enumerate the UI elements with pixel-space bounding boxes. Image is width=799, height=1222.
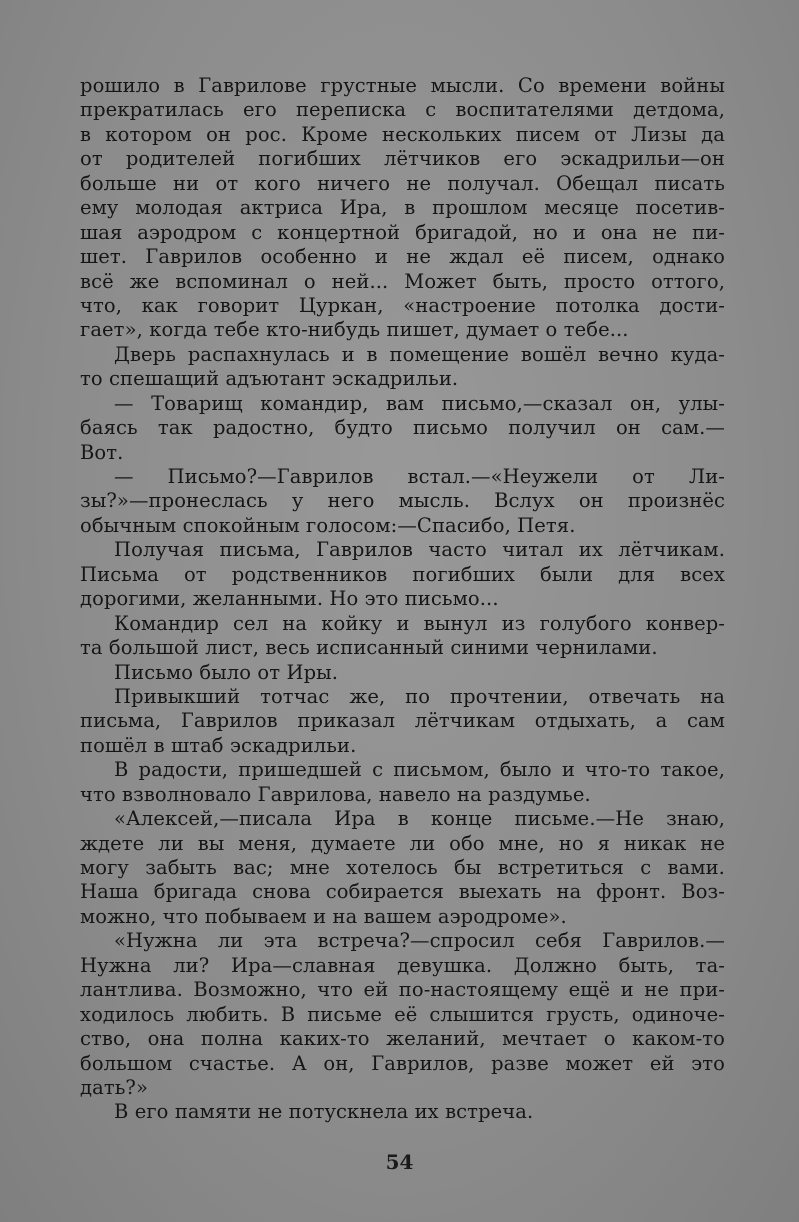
text-line: всё же вспоминал о ней... Может быть, просто оттого,: [80, 269, 725, 293]
text-line: Привыкший тотчас же, по прочтении, отвечать на: [114, 684, 725, 708]
text-line: баясь так радостно, будто письмо получил он сам.—: [80, 416, 725, 440]
text-line: «Нужна ли эта встреча?—спросил себя Гаврилов.—: [114, 929, 725, 953]
text-line: обычным спокойным голосом:—Спасибо, Петя.: [80, 513, 576, 537]
text-line: прекратилась его переписка с воспитателями детдома,: [80, 98, 725, 122]
text-line: в котором он рос. Кроме нескольких писем от Лизы да: [80, 122, 725, 146]
text-line: шет. Гаврилов особенно и не ждал её писем, однако: [80, 245, 725, 269]
text-line: большом счастье. А он, Гаврилов, разве может ей это: [80, 1051, 725, 1075]
text-line: от родителей погибших лётчиков его эскадрильи—он: [80, 147, 725, 171]
text-line: что взволновало Гаврилова, навело на раздумье.: [80, 782, 591, 806]
text-line: В его памяти не потускнела их встреча.: [114, 1100, 534, 1124]
text-line: ждете ли вы меня, думаете ли обо мне, но я никак не: [80, 831, 725, 855]
text-line: Получая письма, Гаврилов часто читал их лётчикам.: [114, 538, 725, 562]
text-line: могу забыть вас; мне хотелось бы встретиться с вами.: [80, 856, 725, 879]
text-line: «Алексей,—писала Ира в конце письме.—Не знаю,: [114, 807, 725, 831]
text-line: дорогими, желанными. Но это письмо...: [80, 587, 499, 611]
text-line: больше ни от кого ничего не получал. Обещал писать: [80, 171, 725, 195]
text-line: Нужна ли? Ира—славная девушка. Должно быть, та-: [80, 953, 725, 977]
text-line: дать?»: [80, 1075, 149, 1099]
text-line: ство, она полна каких-то желаний, мечтает о каком-то: [80, 1027, 725, 1051]
text-line: та большой лист, весь исписанный синими чернилами.: [80, 636, 658, 660]
text-line: пошёл в штаб эскадрильи.: [80, 733, 357, 757]
text-line: Письма от родственников погибших были для всех: [80, 562, 725, 586]
text-line: ходилось любить. В письме её слышится грусть, одиноче-: [80, 1002, 725, 1026]
text-line: лантлива. Возможно, что ей по-настоящему ещё и не при-: [80, 978, 725, 1002]
text-line: гает», когда тебе кто-нибудь пишет, думает о тебе...: [80, 318, 629, 342]
text-line: что, как говорит Цуркан, «настроение потолка дости-: [80, 293, 725, 317]
text-line: Наша бригада снова собирается выехать на фронт. Воз-: [80, 880, 725, 904]
text-line: Командир сел на койку и вынул из голубого конвер-: [114, 611, 725, 635]
text-line: можно, что побываем и на вашем аэродроме».: [80, 904, 567, 928]
text-line: — Письмо?—Гаврилов встал.—«Неужели от Ли-: [114, 465, 725, 488]
text-line: ему молодая актриса Ира, в прошлом месяце посетив-: [80, 196, 725, 220]
text-line: то спешащий адъютант эскадрильи.: [80, 367, 459, 391]
text-line: зы?»—пронеслась у него мысль. Вслух он произнёс: [80, 489, 725, 513]
page-number: 54: [385, 1150, 414, 1174]
text-line: рошило в Гаврилове грустные мысли. Со времени войны: [80, 74, 725, 97]
text-line: письма, Гаврилов приказал лётчикам отдыхать, а сам: [80, 709, 725, 733]
book-page-text: [80, 74, 725, 1125]
text-line: Вот.: [80, 440, 124, 464]
text-line: Дверь распахнулась и в помещение вошёл вечно куда-: [114, 342, 725, 366]
text-line: В радости, пришедшей с письмом, было и что-то такое,: [114, 758, 725, 782]
text-line: — Товарищ командир, вам письмо,—сказал он, улы-: [114, 391, 725, 415]
text-line: Письмо было от Иры.: [114, 660, 339, 684]
text-line: шая аэродром с концертной бригадой, но и она не пи-: [80, 220, 725, 244]
